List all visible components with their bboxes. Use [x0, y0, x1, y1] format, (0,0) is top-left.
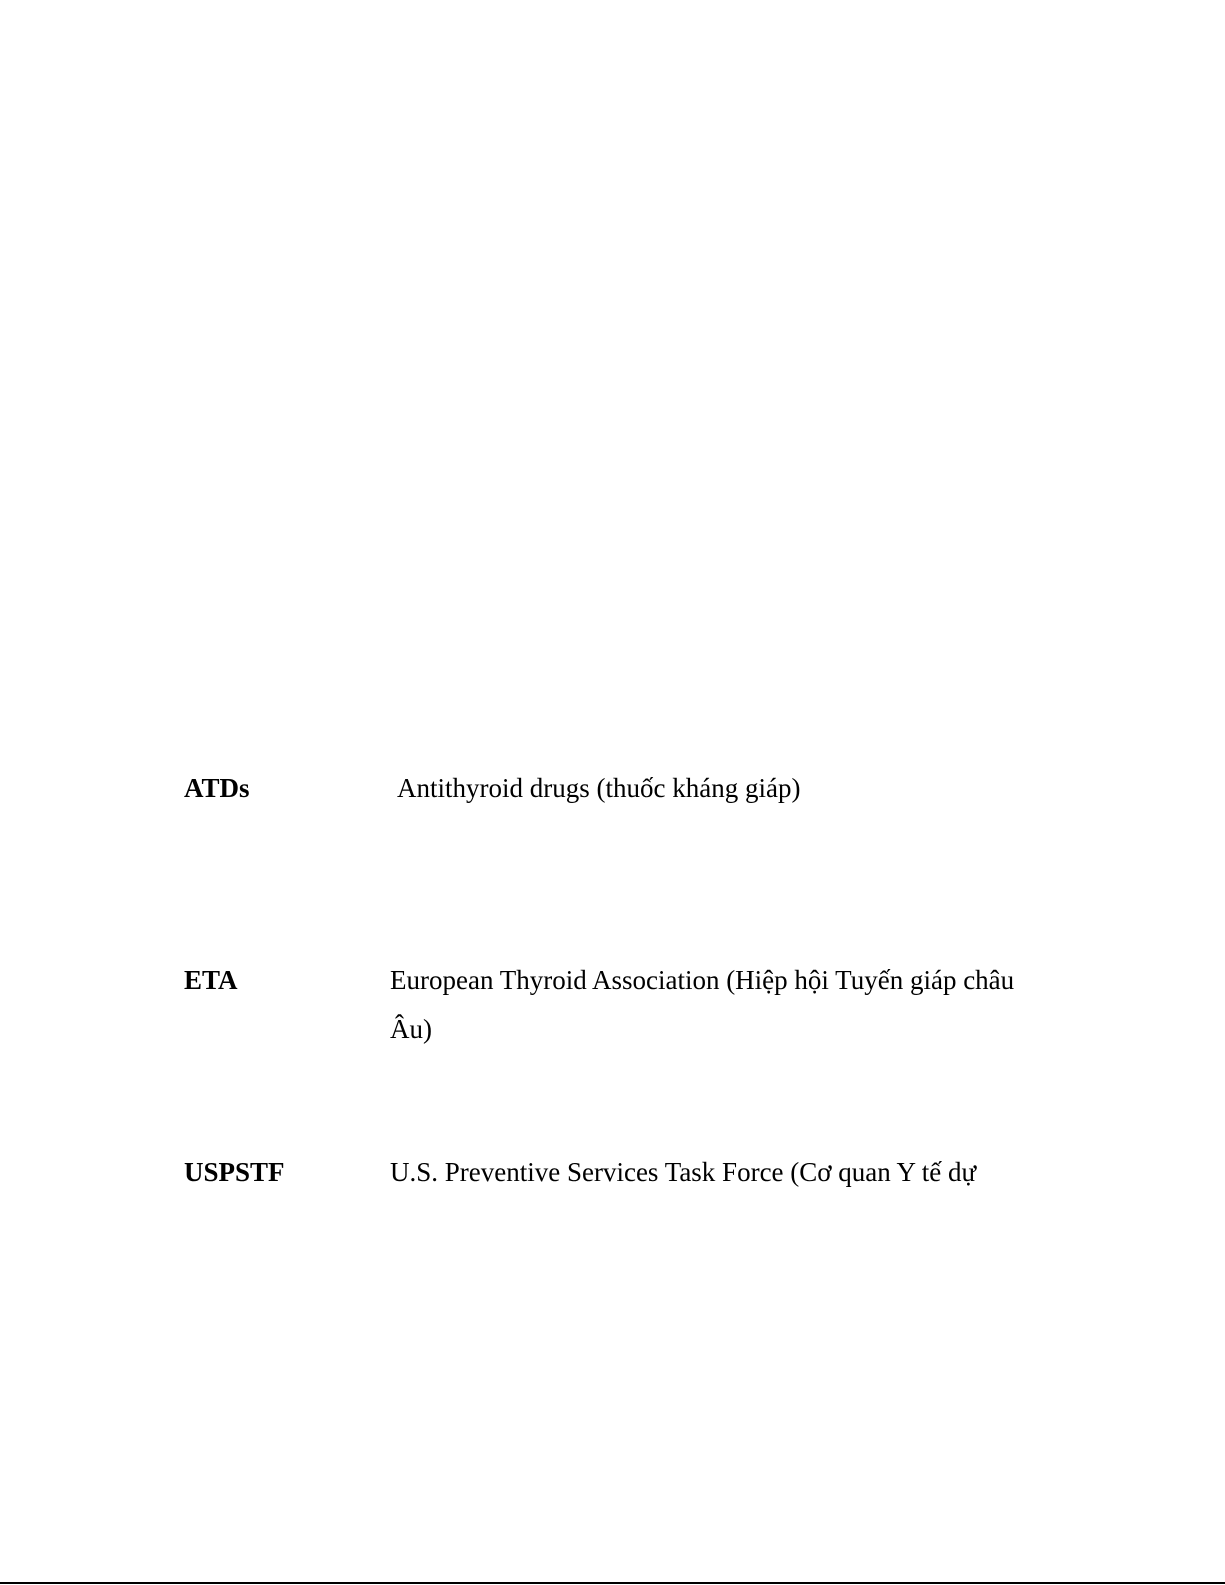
- abbreviation-definition: Antithyroid drugs (thuốc kháng giáp): [397, 773, 801, 803]
- bottom-divider: [0, 1582, 1225, 1584]
- abbreviation-term: ATDs: [184, 773, 250, 803]
- abbreviation-definition: U.S. Preventive Services Task Force (Cơ quan Y tế dự: [390, 1157, 977, 1187]
- abbreviation-term: USPSTF: [184, 1157, 285, 1187]
- abbreviation-definition: European Thyroid Association (Hiệp hội Tuyến giáp châu Âu): [390, 965, 1015, 1044]
- abbreviation-term: ETA: [184, 965, 238, 995]
